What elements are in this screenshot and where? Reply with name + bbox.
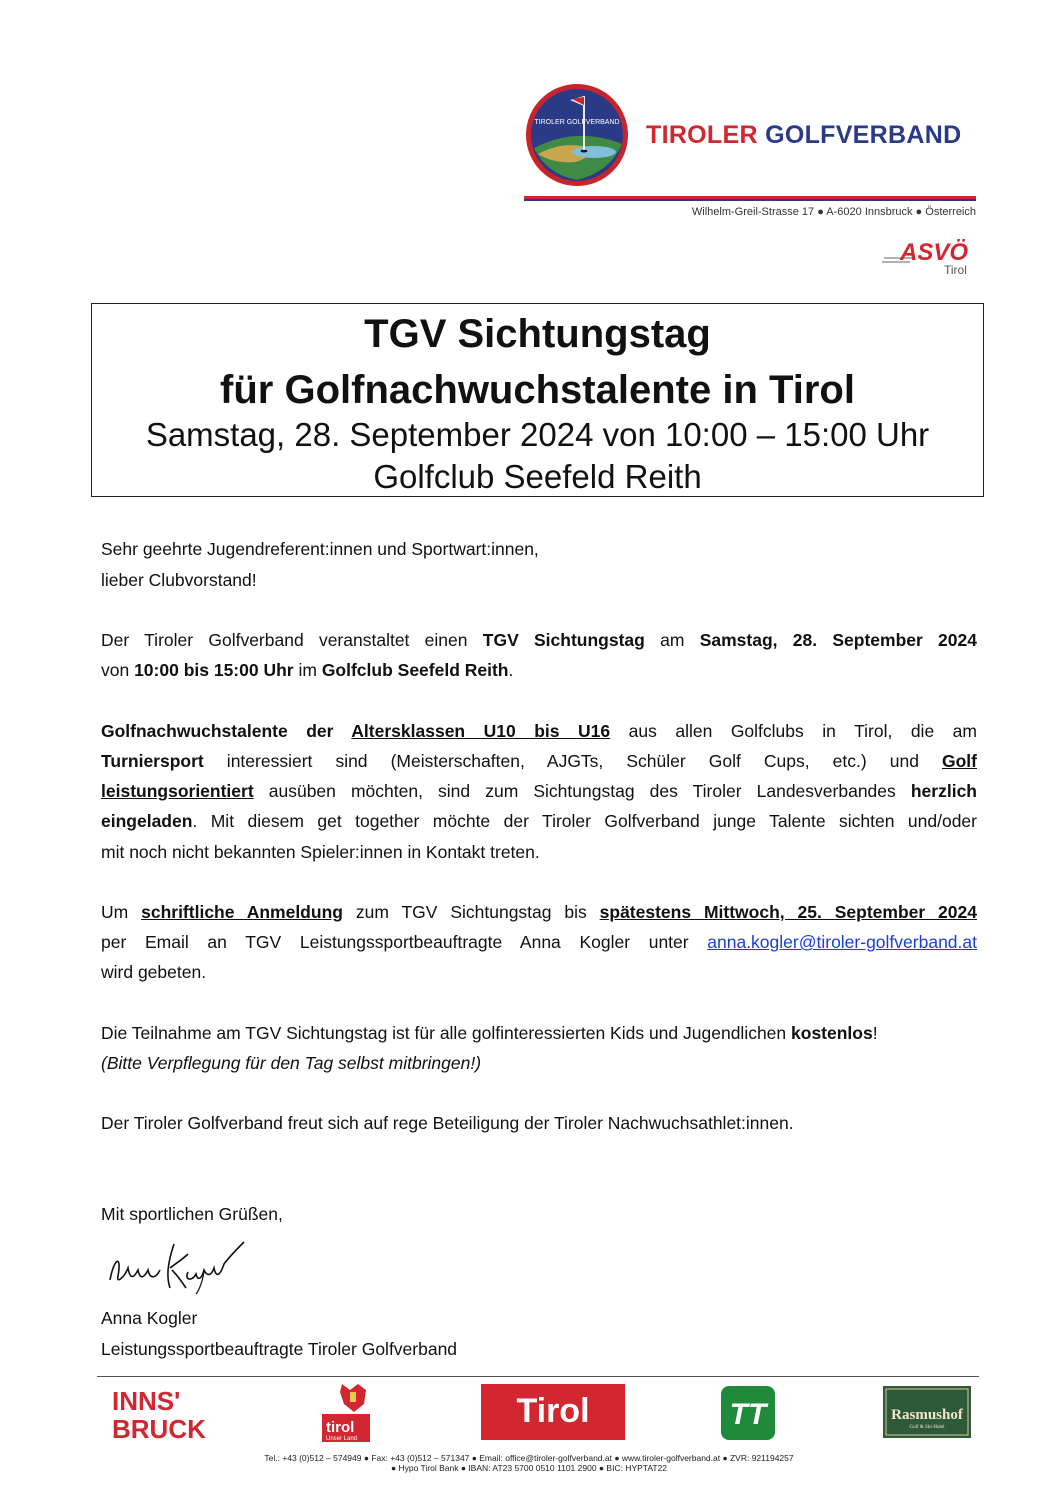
innsbruck-logo [112, 1386, 220, 1440]
paragraph-3-line-3: wird gebeten. [101, 962, 207, 982]
svg-text:Tirol: Tirol [944, 263, 967, 277]
paragraph-1-line-1: Der Tiroler Golfverband veranstaltet einen TGV Sichtungstag am Samstag, 28. September 2024 [101, 630, 977, 650]
paragraph-2-line-4: eingeladen. Mit diesem get together möchte der Tiroler Golfverband junge Talente sichten und/oder [101, 811, 977, 831]
svg-text:tirol: tirol [326, 1419, 355, 1436]
land-tirol-logo [320, 1380, 386, 1442]
svg-text:Rasmushof: Rasmushof [891, 1407, 963, 1423]
title-subtitle: für Golfnachwuchstalente in Tirol [220, 368, 855, 412]
closing-greeting: Mit sportlichen Grüßen, [101, 1204, 283, 1224]
signatory-role: Leistungssportbeauftragte Tiroler Golfverband [101, 1339, 458, 1359]
paragraph-3-line-2: per Email an TGV Leistungssportbeauftragte Anna Kogler unter anna.kogler@tiroler-golfverband.at [101, 932, 977, 952]
asvo-logo [880, 236, 978, 278]
paragraph-4-note: (Bitte Verpflegung für den Tag selbst mitbringen!) [101, 1053, 482, 1073]
tiroler-tageszeitung-logo [721, 1386, 775, 1440]
paragraph-4-line-1: Die Teilnahme am TGV Sichtungstag ist für alle golfinteressierten Kids und Jugendlichen kostenlos! [101, 1023, 878, 1043]
svg-text:ASVÖ: ASVÖ [900, 239, 969, 266]
salutation-line-1: Sehr geehrte Jugendreferent:innen und Sportwart:innen, [101, 539, 539, 559]
svg-text:Unser Land: Unser Land [326, 1436, 358, 1442]
svg-text:Tirol: Tirol [516, 1392, 590, 1430]
title-event: TGV Sichtungstag [364, 312, 711, 356]
title-date-time: Samstag, 28. September 2024 von 10:00 – 15:00 Uhr [145, 416, 930, 453]
org-name-part2: GOLFVERBAND [765, 121, 962, 149]
rasmushof-logo [883, 1386, 971, 1438]
svg-text:Golf & Ski-Hotel: Golf & Ski-Hotel [909, 1425, 945, 1430]
signatory-name: Anna Kogler [101, 1308, 198, 1328]
paragraph-2-line-3: leistungsorientiert ausüben möchten, sind zum Sichtungstag des Tiroler Landesverbandes herzlich [101, 781, 977, 801]
svg-text:BRUCK: BRUCK [112, 1414, 206, 1440]
paragraph-2-line-2: Turniersport interessiert sind (Meisterschaften, AJGTs, Schüler Golf Cups, etc.) und Golf [101, 751, 977, 771]
paragraph-2-line-5: mit noch nicht bekannten Spieler:innen in Kontakt treten. [101, 842, 540, 862]
footer-divider [97, 1376, 979, 1377]
svg-text:TT: TT [729, 1398, 767, 1431]
footer-bank-line: ● Hypo Tirol Bank ● IBAN: AT23 5700 0510 1101 2900 ● BIC: HYPTAT22 [390, 1463, 668, 1473]
svg-text:TIROLER GOLFVERBAND: TIROLER GOLFVERBAND [534, 119, 620, 126]
paragraph-5: Der Tiroler Golfverband freut sich auf rege Beteiligung der Tiroler Nachwuchsathlet:innen. [101, 1113, 794, 1133]
salutation-line-2: lieber Clubvorstand! [101, 570, 257, 590]
org-name-part1: TIROLER [646, 121, 758, 149]
paragraph-2-line-1: Golfnachwuchstalente der Altersklassen U10 bis U16 aus allen Golfclubs in Tirol, die am [101, 721, 977, 741]
svg-text:INNS': INNS' [112, 1386, 181, 1416]
email-link[interactable]: anna.kogler@tiroler-golfverband.at [707, 932, 977, 952]
letterhead-address: Wilhelm-Greil-Strasse 17 ● A-6020 Innsbruck ● Österreich [691, 206, 976, 218]
tirol-brand-logo [481, 1384, 625, 1440]
handwritten-signature [104, 1228, 250, 1296]
footer-contact-line: Tel.: +43 (0)512 – 574949 ● Fax: +43 (0)512 – 571347 ● Email: office@tiroler-golfverband.at ● www.tiroler-golfverband.at ● ZVR: 921194257 [264, 1453, 794, 1463]
paragraph-1-line-2: von 10:00 bis 15:00 Uhr im Golfclub Seefeld Reith. [101, 660, 514, 680]
organization-name [646, 121, 961, 150]
paragraph-3-line-1: Um schriftliche Anmeldung zum TGV Sichtungstag bis spätestens Mittwoch, 25. September 2024 [101, 902, 977, 922]
title-venue: Golfclub Seefeld Reith [373, 458, 702, 495]
tgv-logo-emblem [524, 82, 630, 188]
title-box [91, 303, 984, 497]
letterhead-rule-blue [524, 199, 976, 201]
